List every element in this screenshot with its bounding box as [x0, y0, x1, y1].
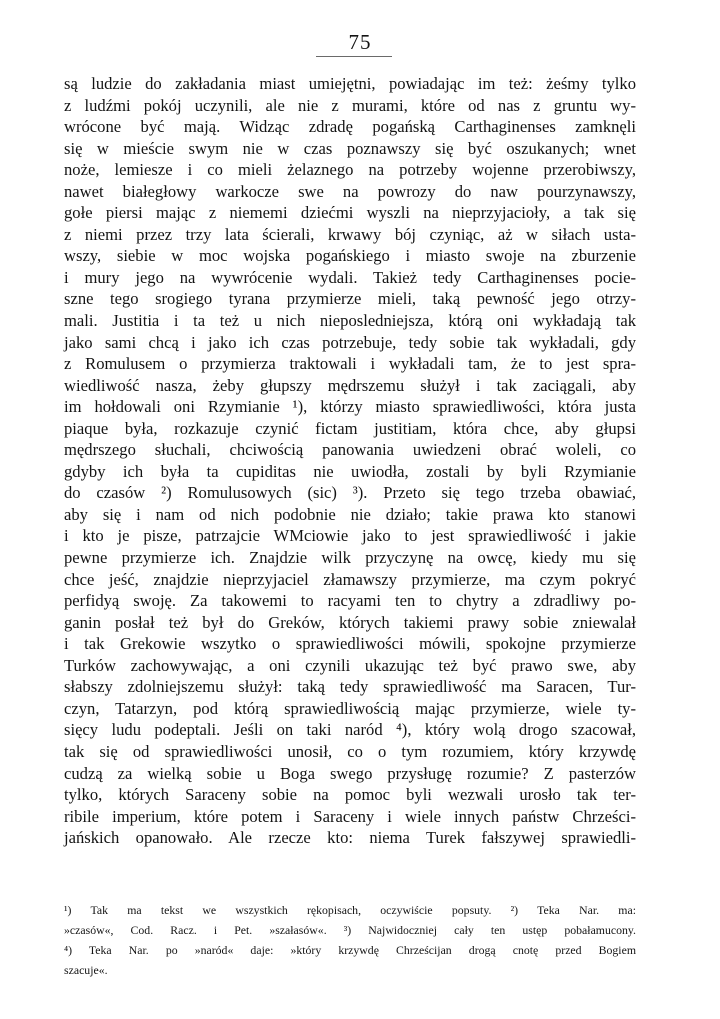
text-line: ganin posłał też był do Greków, których takiemi prawy sobie zniewalał — [64, 612, 636, 632]
text-line: Turków zachowywając, a oni czynili ukazując też być prawo swe, aby — [64, 655, 636, 675]
text-line: czyn, Tatarzyn, pod którą sprawiedliwością mając przymierze, wiele ty- — [64, 698, 636, 718]
text-line: i kto je pisze, patrzajcie WMciowie jako to jest sprawiedliwość i jakie — [64, 526, 636, 546]
text-line: tylko, których Saraceny sobie na pomoc byli wezwali urosło tak ter- — [64, 785, 636, 805]
footnotes — [64, 900, 636, 980]
footnote-line: »czasów«, Cod. Racz. i Pet. »szałasów«. ³) Najwidoczniej cały ten ustęp pobałamucony. — [64, 923, 636, 937]
text-line: mędrszego słuchali, chciwością panowania uwiedzeni obrać woleli, co — [64, 440, 636, 460]
text-line: się w mieście swym nie w czas poznawszy się być oszukanych; wnet — [64, 138, 636, 158]
text-line: aby się i nam od nich podobnie nie działo; takie prawa kto stanowi — [64, 504, 636, 524]
text-line: słabszy zdolniejszemu służył: taką tedy sprawiedliwość ma Saracen, Tur- — [64, 677, 636, 697]
text-line: cudzą za wielką sobie u Boga swego przysługę rozumie? Z pasterzów — [64, 763, 636, 783]
text-line: mali. Justitia i ta też u nich nieposledniejsza, którą oni wykładają tak — [64, 311, 636, 331]
text-line: i mury jego na wywrócenie wydali. Takież tedy Carthaginenses pocie- — [64, 267, 636, 287]
text-line: gołe piersi mając z niememi dziećmi wyszli na nieprzyjacioły, a tak się — [64, 203, 636, 223]
text-line: wiedliwość nasza, żeby głupszy mędrszemu służył i tak zaciągali, aby — [64, 375, 636, 395]
text-line: z ludźmi pokój uczynili, ale nie z murami, które od nas z gruntu wy- — [64, 95, 636, 115]
text-line: chce jeść, znajdzie nieprzyjaciel złamawszy przymierze, ma czym pokryć — [64, 569, 636, 589]
text-line: do czasów ²) Romulusowych (sic) ³). Przeto się tego trzeba obawiać, — [64, 483, 636, 503]
text-line: ribile imperium, które potem i Saraceny i wiele innych państw Chrześci- — [64, 806, 636, 826]
text-line: wrócone być mają. Widząc zdradę pogańską Carthaginenses zamknęli — [64, 117, 636, 137]
page-number-rule — [316, 56, 392, 57]
body-text — [64, 73, 636, 849]
text-line: im hołdowali oni Rzymianie ¹), którzy miasto sprawiedliwości, która justa — [64, 397, 636, 417]
text-line: sięcy ludu podeptali. Jeśli on taki naród ⁴), który wolą drogo szacował, — [64, 720, 636, 740]
text-line: wszy, siebie w moc wojska pogańskiego i miasto swoje na zburzenie — [64, 246, 636, 266]
text-line: pewne przymierze ich. Znajdzie wilk przyczynę na owcę, kiedy mu się — [64, 548, 636, 568]
text-line: z Romulusem o przymierza traktowali i wykładali tam, że to jest spra- — [64, 354, 636, 374]
text-line: piaque była, rozkazuje czynić fictam justitiam, która chce, aby głupsi — [64, 418, 636, 438]
text-line: z niemi przez trzy lata ścierali, krwawy bój czyniąc, aż w siłach usta- — [64, 224, 636, 244]
footnote-line: ¹) Tak ma tekst we wszystkich rękopisach, oczywiście popsuty. ²) Teka Nar. ma: — [64, 903, 636, 917]
text-line: gdyby ich była ta cupiditas nie uwiodła, zostali by byli Rzymianie — [64, 461, 636, 481]
text-line: tak się od sprawiedliwości unosił, co o tym rozumiem, który krzywdę — [64, 741, 636, 761]
text-line: jako sami chcą i jako ich czas potrzebuje, tedy sobie tak wykładali, gdy — [64, 332, 636, 352]
footnote-line: szacuje«. — [64, 963, 108, 977]
page-number: 75 — [348, 30, 372, 54]
text-line: noże, lemiesze i co mieli żelaznego na potrzeby wojenne przerobiwszy, — [64, 160, 636, 180]
text-line: nawet białegłowy warkocze swe na powrozy do naw pourzynawszy, — [64, 181, 636, 201]
text-line: są ludzie do zakładania miast umiejętni, powiadając im też: żeśmy tylko — [64, 74, 636, 93]
text-line: perfidyą swoję. Za takowemi to racyami ten to chytry a zdradliwy po- — [64, 591, 636, 611]
text-line: szne tego srogiego tyrana przymierze mieli, taką pewność jego otrzy- — [64, 289, 636, 309]
footnote-line: ⁴) Teka Nar. po »naród« daje: »który krzywdę Chrześcijan drogą cnotę przed Bogiem — [64, 943, 636, 957]
text-line: i tak Grekowie wszytko o sprawiedliwości mówili, spokojne przymierze — [64, 634, 636, 654]
text-line: jańskich opanowało. Ale rzecze kto: niema Turek fałszywej sprawiedli- — [64, 828, 636, 848]
